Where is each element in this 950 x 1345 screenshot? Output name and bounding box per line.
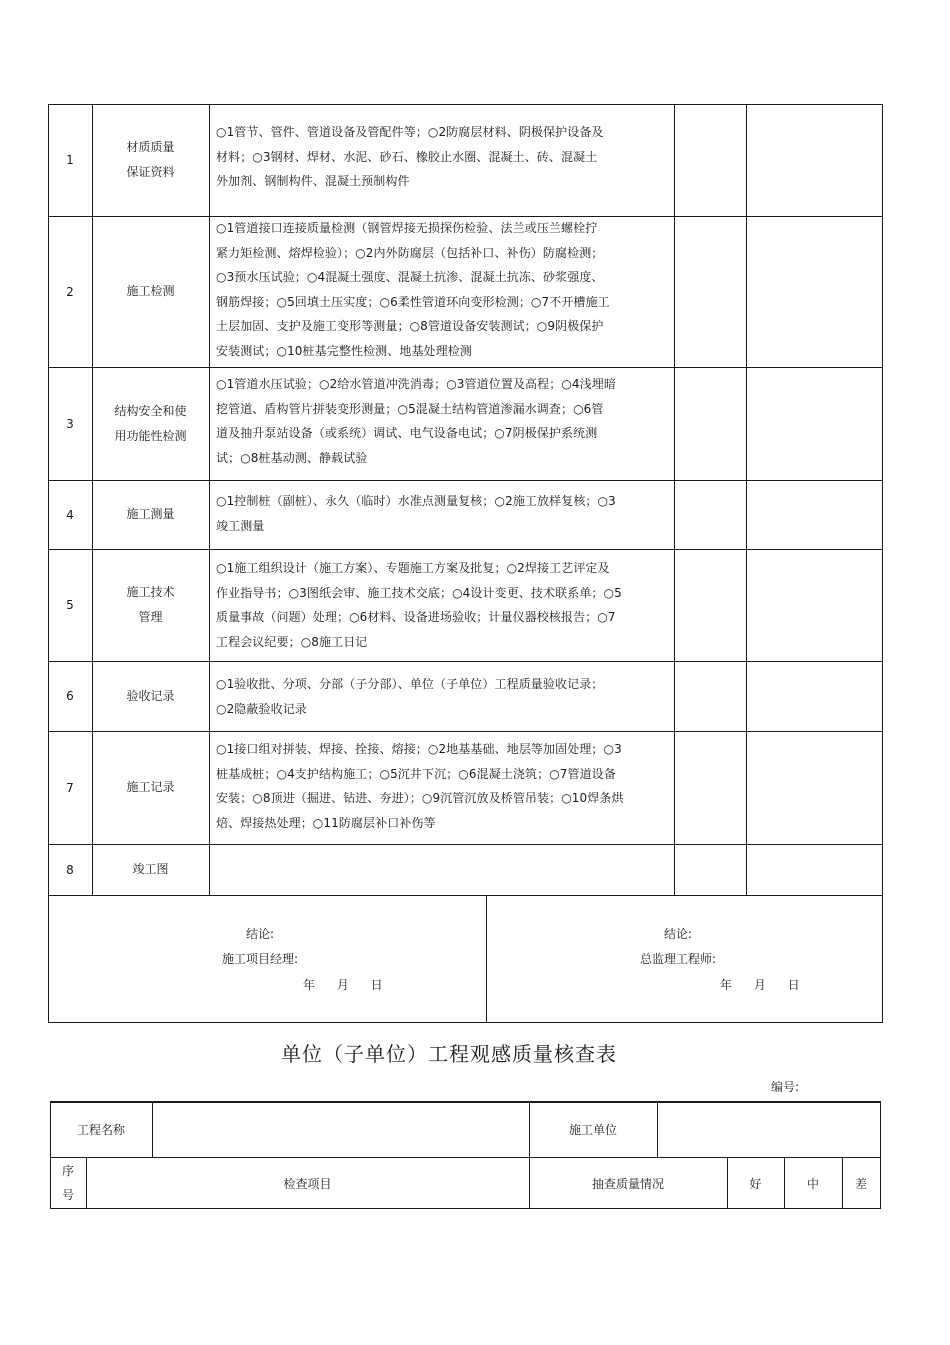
left-signature: [180, 922, 340, 972]
good-header: 好: [749, 1176, 762, 1191]
row-item: 施工测量: [126, 507, 175, 521]
row-content: ○1接口组对拼装、焊接、拴接、熔接；○2地基基础、地层等加固处理；○3 桩基成桩；○4支护结构施工；○5沉井下沉；○6混凝土浇筑；○7管道设备 安装；○8顶进（掘进、钻进、夯进）；○9沉管沉放及桥管吊装；○10焊条烘 焙、焊接热处理；○11防腐层补口补伤等: [216, 742, 624, 830]
left-date: 年 月 日: [303, 978, 383, 992]
right-signer-label: 总监理工程师:: [639, 952, 717, 966]
row-item: 材质质量 保证资料: [126, 140, 175, 179]
row-item: 施工技术 管理: [126, 585, 175, 624]
row-number: 8: [66, 862, 74, 877]
row-content: ○1施工组织设计（施工方案）、专题施工方案及批复；○2焊接工艺评定及 作业指导书；○3图纸会审、施工技术交底；○4设计变更、技术联系单；○5 质量事故（问题）处理；○6材料、设备进场验收；计量仪器校核报告；○7 工程会议纪要；○8施工日记: [216, 561, 622, 649]
seq-header: 序 号: [61, 1164, 74, 1202]
row-item: 施工记录: [126, 780, 175, 794]
row-number: 2: [66, 284, 74, 299]
right-conclusion-label: 结论:: [663, 927, 693, 941]
row-number: 3: [66, 416, 74, 431]
medium-header: 中: [806, 1176, 819, 1191]
row-number: 4: [66, 507, 74, 522]
row-number: 7: [66, 780, 74, 795]
left-conclusion-label: 结论:: [245, 927, 275, 941]
row-item: 竣工图: [132, 862, 169, 876]
row-content: ○1管道接口连接质量检测（钢管焊接无损探伤检验、法兰或压兰螺栓拧 紧力矩检测、熔焊检验）；○2内外防腐层（包括补口、补伤）防腐检测； ○3预水压试验；○4混凝土强度、混凝土抗渗、混凝土抗冻、砂浆强度、 钢筋焊接；○5回填土压实度；○6柔性管道环向变形检测；○7不开槽施工 土层加固、支护及施工变形等测量；○8管道设备安装测试；○9阴极保护 安装测试；○10桩基完整性检测、地基处理检测: [216, 221, 610, 358]
right-signature: [598, 922, 758, 972]
left-signer-label: 施工项目经理:: [221, 952, 299, 966]
row-item: 施工检测: [126, 284, 175, 298]
right-date: 年 月 日: [720, 978, 800, 992]
row-content: ○1验收批、分项、分部（子分部）、单位（子单位）工程质量验收记录； ○2隐蔽验收记录: [216, 677, 604, 716]
project-name-field[interactable]: [153, 1102, 529, 1157]
form-title: 单位（子单位）工程观感质量核查表: [281, 1042, 617, 1066]
number-label: 编号:: [771, 1080, 800, 1094]
row-item: 验收记录: [126, 688, 175, 703]
row-item: 结构安全和使 用功能性检测: [114, 403, 187, 443]
check-item-header: 检查项目: [283, 1176, 332, 1191]
project-name-label: 工程名称: [76, 1123, 125, 1137]
row-content: ○1管节、管件、管道设备及管配件等；○2防腐层材料、阴极保护设备及 材料；○3钢材、焊材、水泥、砂石、橡胶止水圈、混凝土、砖、混凝土 外加剂、钢制构件、混凝土预制构件: [216, 125, 604, 188]
row-number: 1: [66, 153, 74, 167]
row-content: ○1管道水压试验；○2给水管道冲洗消毒；○3管道位置及高程；○4浅埋暗 挖管道、盾构管片拼装变形测量；○5混凝土结构管道渗漏水调查；○6管 道及抽升泵站设备（或系统）调试、电气设备电试；○7阴极保护系统测 试；○8桩基动测、静载试验: [216, 377, 616, 465]
poor-header: 差: [854, 1176, 867, 1191]
construction-unit-field[interactable]: [658, 1102, 880, 1157]
row-number: 5: [66, 598, 74, 612]
sampling-header: 抽查质量情况: [591, 1176, 664, 1191]
construction-unit-label: 施工单位: [568, 1123, 617, 1137]
row-number: 6: [66, 689, 74, 703]
row-content: ○1控制桩（副桩）、永久（临时）水准点测量复核；○2施工放样复核；○3 竣工测量: [216, 494, 616, 533]
